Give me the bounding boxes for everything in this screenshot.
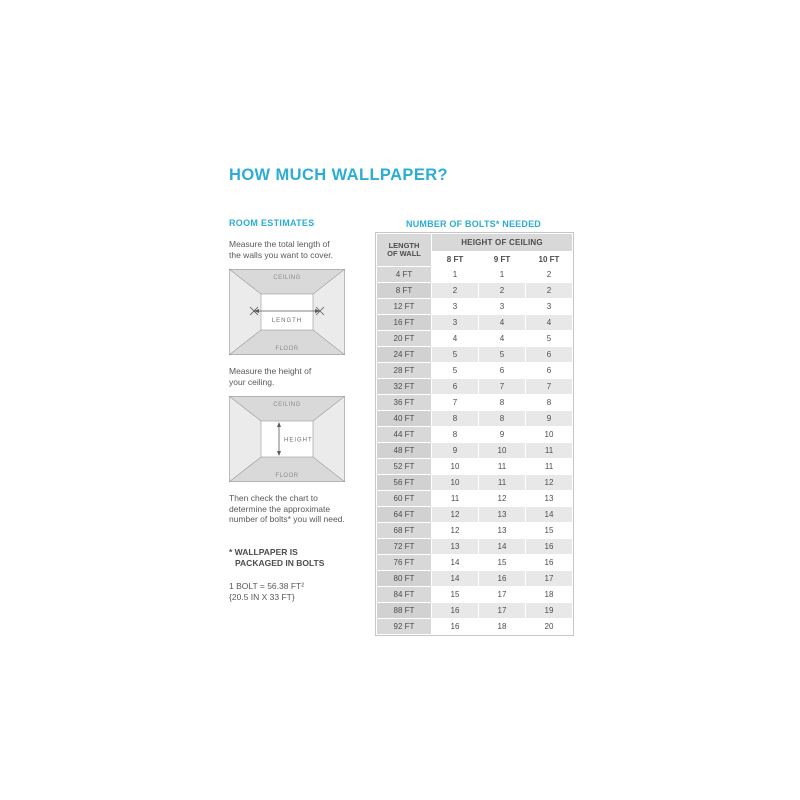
bolts-table [376,233,573,635]
bolt-count-cell: 12 [432,523,479,539]
bolt-count-cell: 11 [526,459,573,475]
table-row [377,395,573,411]
wall-length-cell: 72 FT [377,539,432,555]
table-row [377,299,573,315]
bolt-count-cell: 4 [526,315,573,331]
step2-line: your ceiling. [229,376,275,387]
table-row [377,571,573,587]
wall-length-cell: 84 FT [377,587,432,603]
bolt-count-cell: 2 [526,283,573,299]
bolt-count-cell: 8 [479,395,526,411]
bolt-count-cell: 17 [479,603,526,619]
bolt-count-cell: 16 [432,619,479,635]
height-of-ceiling-header: HEIGHT OF CEILING [432,234,573,252]
wall-length-cell: 12 FT [377,299,432,315]
bolt-count-cell: 10 [479,443,526,459]
bolt-count-cell: 14 [526,507,573,523]
bolt-count-cell: 11 [432,491,479,507]
bolt-count-cell: 11 [526,443,573,459]
bolt-count-cell: 13 [432,539,479,555]
room-height-diagram [229,396,345,482]
bolt-count-cell: 19 [526,603,573,619]
wall-length-cell: 4 FT [377,267,432,283]
bolt-count-cell: 7 [526,379,573,395]
bolt-count-cell: 5 [526,331,573,347]
bolts-table-heading: NUMBER OF BOLTS* NEEDED [406,219,541,229]
bolt-count-cell: 5 [432,363,479,379]
bolt-count-cell: 4 [479,331,526,347]
bolt-size-info [229,581,361,603]
bolt-count-cell: 10 [526,427,573,443]
bolt-count-cell: 10 [432,475,479,491]
bolt-count-cell: 9 [479,427,526,443]
wall-length-cell: 56 FT [377,475,432,491]
bolt-count-cell: 11 [479,475,526,491]
bolts-table-head [377,234,573,267]
bolt-count-cell: 6 [526,363,573,379]
step3-line: number of bolts* you will need. [229,514,345,524]
length-measure-label: LENGTH [271,318,303,324]
table-row [377,443,573,459]
ceiling-label: CEILING [273,275,301,281]
ceiling-column-header: 9 FT [479,252,526,267]
bolt-count-cell: 14 [432,555,479,571]
table-row [377,411,573,427]
wall-length-cell: 28 FT [377,363,432,379]
bolt-count-cell: 14 [479,539,526,555]
wall-length-cell: 16 FT [377,315,432,331]
table-row [377,555,573,571]
bolt-count-cell: 16 [432,603,479,619]
step2-line: Measure the height of [229,366,312,376]
bolt-info-line: {20.5 IN X 33 FT} [229,591,295,602]
bolt-count-cell: 15 [432,587,479,603]
bolt-count-cell: 16 [526,555,573,571]
bolt-count-cell: 13 [526,491,573,507]
wall-length-cell: 64 FT [377,507,432,523]
wall-length-cell: 36 FT [377,395,432,411]
room-length-diagram [229,269,345,355]
wall-length-cell: 20 FT [377,331,432,347]
bolt-count-cell: 17 [526,571,573,587]
step3-line: Then check the chart to [229,493,318,503]
bolt-count-cell: 4 [432,331,479,347]
bolt-count-cell: 4 [479,315,526,331]
length-header-line: LENGTH [388,240,420,250]
bolt-count-cell: 20 [526,619,573,635]
floor-label: FLOOR [275,346,299,352]
wall-length-cell: 76 FT [377,555,432,571]
table-row [377,283,573,299]
ceiling-column-header: 8 FT [432,252,479,267]
wall-length-cell: 92 FT [377,619,432,635]
bolt-count-cell: 12 [526,475,573,491]
bolt-count-cell: 17 [479,587,526,603]
wall-length-cell: 44 FT [377,427,432,443]
bolt-count-cell: 10 [432,459,479,475]
room-estimates-section [229,218,361,603]
ceiling-column-header: 10 FT [526,252,573,267]
table-row [377,331,573,347]
table-row [377,267,573,283]
wall-length-cell: 40 FT [377,411,432,427]
room-estimates-heading: ROOM ESTIMATES [229,218,315,228]
table-row [377,587,573,603]
footnote-line: PACKAGED IN BOLTS [235,557,325,568]
table-row [377,539,573,555]
step1-line: Measure the total length of [229,239,330,249]
bolt-count-cell: 3 [526,299,573,315]
wall-length-cell: 52 FT [377,459,432,475]
ceiling-label: CEILING [273,402,301,408]
height-measure-label: HEIGHT [284,437,313,444]
bolt-count-cell: 18 [526,587,573,603]
bolts-table-body [377,267,573,635]
step1-line: the walls you want to cover. [229,249,333,260]
bolt-count-cell: 14 [432,571,479,587]
table-row [377,603,573,619]
bolt-count-cell: 3 [432,299,479,315]
wall-length-cell: 48 FT [377,443,432,459]
wall-length-cell: 60 FT [377,491,432,507]
bolt-count-cell: 13 [479,507,526,523]
table-row [377,315,573,331]
bolt-count-cell: 2 [432,283,479,299]
bolt-count-cell: 8 [479,411,526,427]
back-wall [261,294,313,330]
bolt-count-cell: 16 [526,539,573,555]
bolt-count-cell: 11 [479,459,526,475]
wall-length-cell: 88 FT [377,603,432,619]
table-row [377,459,573,475]
bolt-count-cell: 7 [432,395,479,411]
table-row [377,523,573,539]
bolt-count-cell: 13 [479,523,526,539]
bolt-count-cell: 2 [479,283,526,299]
bolt-count-cell: 8 [432,427,479,443]
wall-length-cell: 32 FT [377,379,432,395]
step3-line: determine the approximate [229,503,331,514]
bolt-count-cell: 8 [526,395,573,411]
bolt-count-cell: 6 [432,379,479,395]
bolt-info-line: 1 BOLT = 56.38 FT² [229,580,305,591]
bolt-count-cell: 3 [479,299,526,315]
table-row [377,363,573,379]
table-row [377,507,573,523]
table-row [377,475,573,491]
step1-text [229,239,361,260]
bolt-count-cell: 3 [432,315,479,331]
footnote-line: * WALLPAPER IS [229,546,298,557]
bolt-count-cell: 18 [479,619,526,635]
bolt-count-cell: 15 [479,555,526,571]
wall-length-cell: 68 FT [377,523,432,539]
bolt-count-cell: 8 [432,411,479,427]
bolt-count-cell: 1 [479,267,526,283]
bolt-count-cell: 5 [479,347,526,363]
bolt-count-cell: 6 [526,347,573,363]
table-row [377,379,573,395]
length-of-wall-header [377,234,432,267]
bolt-count-cell: 7 [479,379,526,395]
wall-length-cell: 80 FT [377,571,432,587]
bolt-count-cell: 9 [432,443,479,459]
bolt-count-cell: 6 [479,363,526,379]
wall-length-cell: 8 FT [377,283,432,299]
length-header-line: OF WALL [387,249,421,258]
bolt-count-cell: 16 [479,571,526,587]
table-row [377,347,573,363]
group-header-row [377,234,573,252]
floor-label: FLOOR [275,473,299,479]
bolt-count-cell: 12 [432,507,479,523]
bolts-table-container [375,232,574,636]
table-row [377,491,573,507]
bolt-count-cell: 1 [432,267,479,283]
wall-length-cell: 24 FT [377,347,432,363]
table-row [377,427,573,443]
bolt-count-cell: 2 [526,267,573,283]
step2-text [229,366,361,387]
bolt-count-cell: 12 [479,491,526,507]
page-title: HOW MUCH WALLPAPER? [229,166,449,184]
step3-text [229,493,361,525]
table-row [377,619,573,635]
bolt-count-cell: 5 [432,347,479,363]
bolt-count-cell: 15 [526,523,573,539]
bolt-count-cell: 9 [526,411,573,427]
bolts-footnote [229,547,361,569]
